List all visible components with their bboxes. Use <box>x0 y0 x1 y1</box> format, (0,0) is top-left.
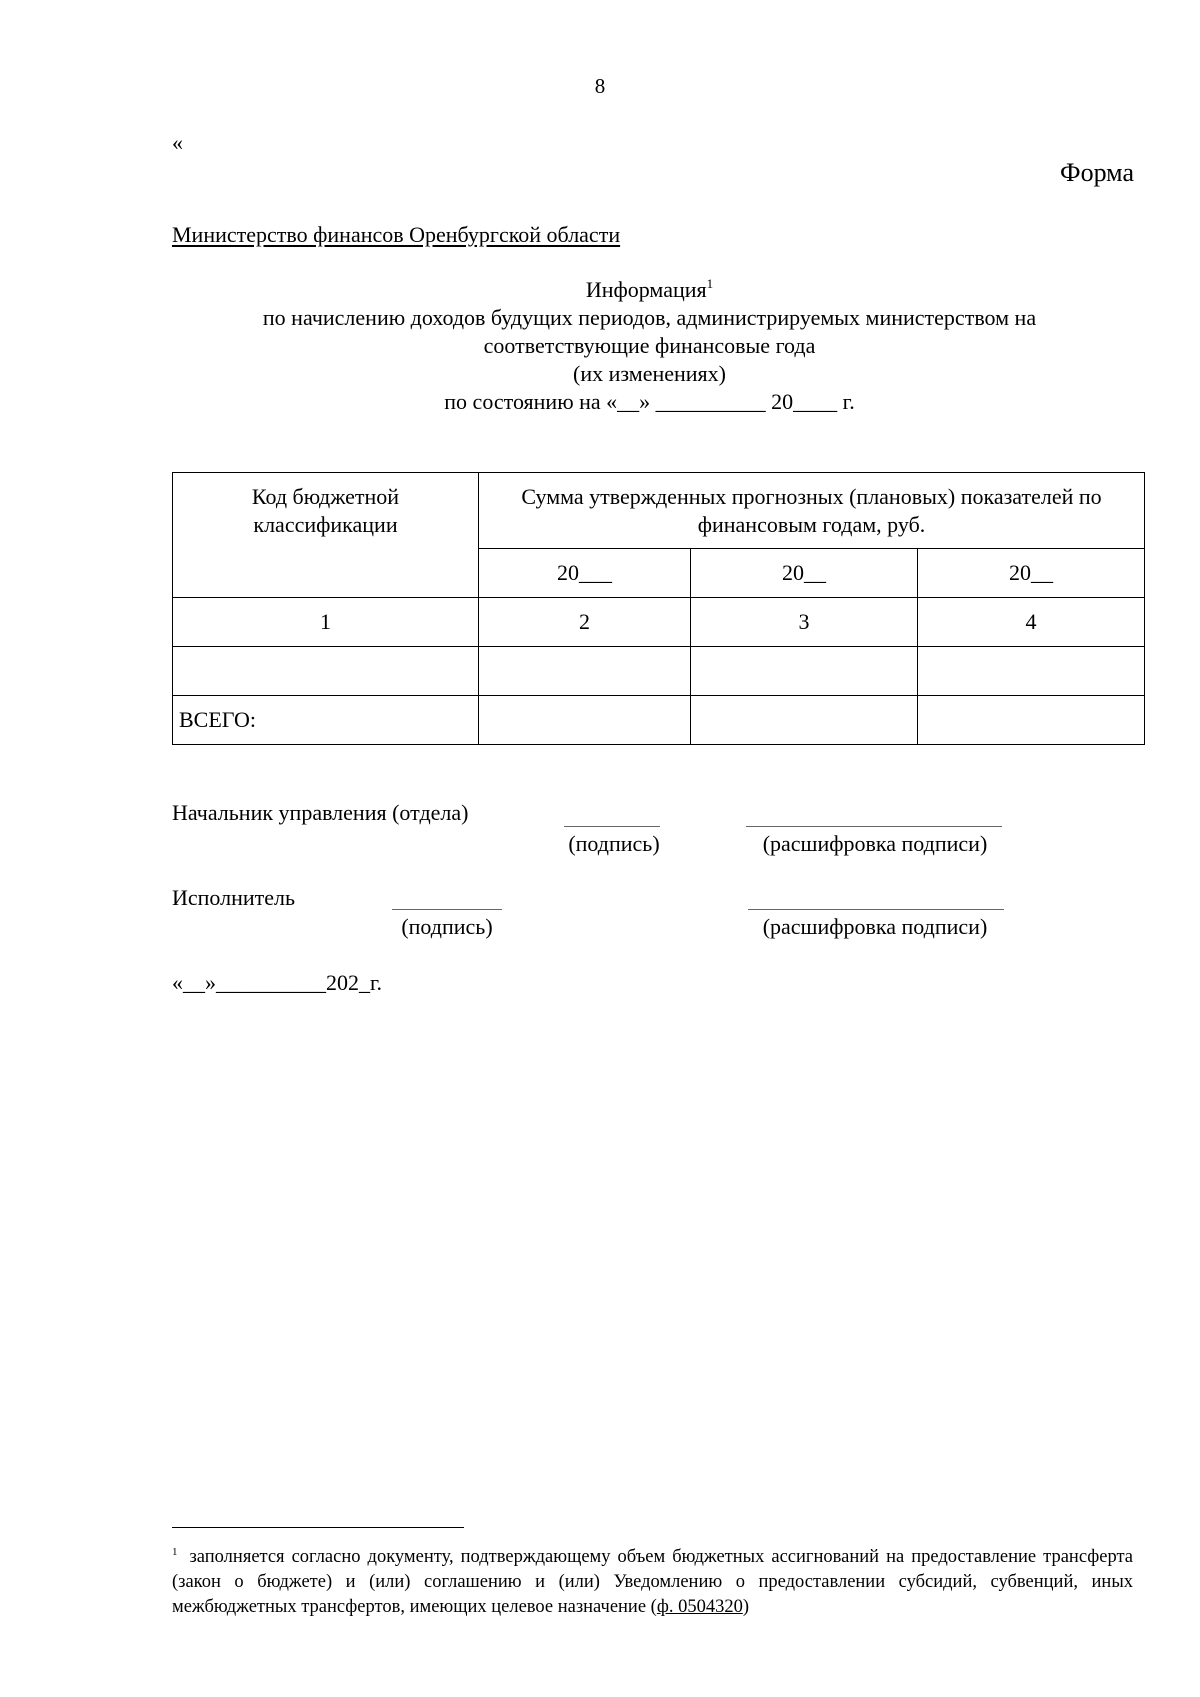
form-label: Форма <box>1060 158 1134 187</box>
footnote-mark: 1 <box>172 1546 178 1558</box>
executor-signature-line <box>392 909 502 910</box>
footnote-close: ) <box>742 1597 750 1617</box>
column-number-1: 1 <box>173 598 479 647</box>
column-number-4: 4 <box>918 598 1145 647</box>
total-cell <box>479 696 691 745</box>
table-header-row <box>173 473 1145 549</box>
header-year-2: 20__ <box>691 549 918 598</box>
footnote <box>172 1540 1133 1620</box>
title-date-line: по состоянию на «__» __________ 20____ г. <box>444 389 855 414</box>
title-line-4: (их изменениях) <box>573 361 726 386</box>
head-signature-line <box>564 826 660 827</box>
table-cell <box>691 647 918 696</box>
table-total-row <box>173 696 1145 745</box>
head-decoding-line <box>746 826 1002 827</box>
column-number-3: 3 <box>691 598 918 647</box>
header-year-3: 20__ <box>918 549 1145 598</box>
column-number-2: 2 <box>479 598 691 647</box>
signing-date-line: «__»__________202_г. <box>172 970 383 995</box>
head-of-department-label: Начальник управления (отдела) <box>172 800 469 825</box>
document-title <box>172 276 1127 416</box>
form-number-link[interactable]: ф. 0504320 <box>656 1597 743 1617</box>
head-signature-caption: (подпись) <box>568 831 660 856</box>
executor-decoding-line <box>748 909 1004 910</box>
table-row <box>173 647 1145 696</box>
title-heading-line <box>172 276 1127 304</box>
table-column-numbers-row <box>173 598 1145 647</box>
total-cell <box>691 696 918 745</box>
footnote-separator <box>172 1527 464 1528</box>
opening-quote-mark: « <box>172 130 183 155</box>
title-line-3: соответствующие финансовые года <box>483 333 816 358</box>
executor-label: Исполнитель <box>172 885 296 910</box>
footnote-reference: 1 <box>706 276 714 291</box>
total-cell <box>918 696 1145 745</box>
header-year-1: 20___ <box>479 549 691 598</box>
total-label: ВСЕГО: <box>173 696 479 745</box>
header-budget-code: Код бюджетной классификации <box>173 473 479 598</box>
footnote-text: заполняется согласно документу, подтверждающему объем бюджетных ассигнований на предоставление трансферта (закон о бюджете) и (или) соглашению и (или) Уведомлению о предоставлении субсидий, субвенций, иных межбюджетных трансфертов, имеющих целевое назначение ( <box>172 1547 1133 1617</box>
executor-decoding-caption: (расшифровка подписи) <box>762 914 988 939</box>
header-amounts-group: Сумма утвержденных прогнозных (плановых) показателей по финансовым годам, руб. <box>479 473 1145 549</box>
table-cell <box>479 647 691 696</box>
head-decoding-caption: (расшифровка подписи) <box>762 831 988 856</box>
report-table <box>172 472 1145 745</box>
ministry-name: Министерство финансов Оренбургской области <box>172 222 621 247</box>
title-heading: Информация <box>585 277 707 302</box>
table-cell <box>173 647 479 696</box>
page-number: 8 <box>594 74 606 98</box>
executor-signature-caption: (подпись) <box>401 914 493 939</box>
title-line-2: по начислению доходов будущих периодов, администрируемых министерством на <box>262 305 1037 330</box>
table-cell <box>918 647 1145 696</box>
